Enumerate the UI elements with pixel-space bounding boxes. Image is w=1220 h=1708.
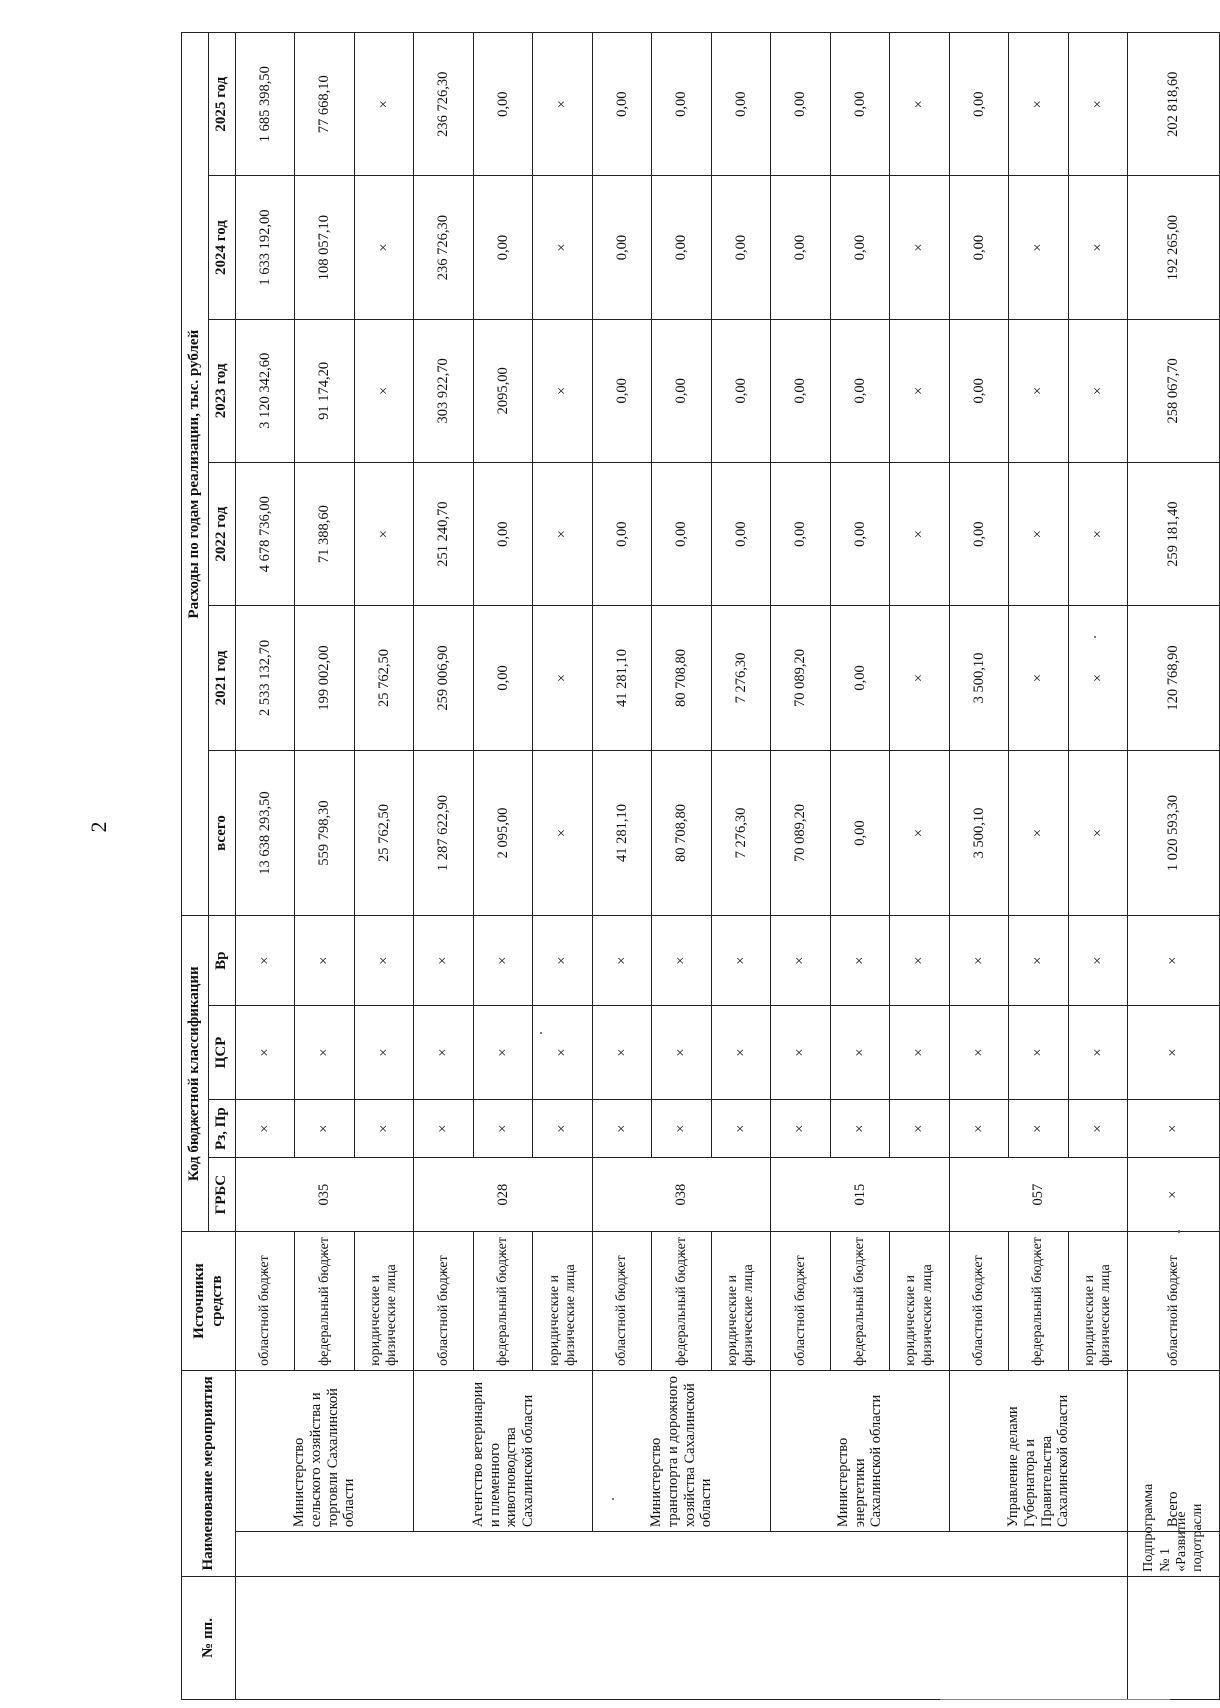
vr-cell: ×	[711, 916, 770, 1006]
value-total: 1 020 593,30	[1128, 750, 1220, 916]
vr-cell: ×	[949, 916, 1008, 1006]
csr-cell: ×	[473, 1005, 532, 1099]
value-y2023: 0,00	[652, 319, 711, 462]
header-2021: 2021 год	[209, 606, 236, 750]
value-y2021: 80 708,80	[652, 606, 711, 750]
value-total: ×	[1068, 750, 1127, 916]
source-cell: областной бюджет	[236, 1232, 295, 1371]
header-2022: 2022 год	[209, 463, 236, 606]
value-y2022: ×	[890, 463, 949, 606]
value-y2023: 258 067,70	[1128, 319, 1220, 462]
source-cell: юридические и физические лица	[1068, 1232, 1127, 1371]
csr-cell: ×	[890, 1005, 949, 1099]
source-cell: областной бюджет	[771, 1232, 830, 1371]
grbs-cell: ×	[1128, 1158, 1220, 1232]
value-y2024: 0,00	[711, 176, 770, 319]
value-y2023: 91 174,20	[295, 319, 354, 462]
csr-cell: ×	[711, 1005, 770, 1099]
scan-speck	[612, 1498, 614, 1500]
value-y2024: ×	[1009, 176, 1068, 319]
value-y2022: 4 678 736,00	[236, 463, 295, 606]
value-y2022: 0,00	[949, 463, 1008, 606]
value-y2025: 202 818,60	[1128, 33, 1220, 176]
subprogram-label: Всего	[1128, 1370, 1220, 1531]
value-y2025: ×	[1009, 33, 1068, 176]
table-row	[771, 33, 830, 1700]
row-num-cell	[236, 1576, 1128, 1699]
value-y2025: 0,00	[652, 33, 711, 176]
value-total: ×	[890, 750, 949, 916]
source-cell: областной бюджет	[592, 1232, 651, 1371]
value-y2022: ×	[354, 463, 413, 606]
header-total: всего	[209, 750, 236, 916]
row-num-cell	[1128, 1576, 1220, 1699]
value-total: 559 798,30	[295, 750, 354, 916]
csr-cell: ×	[1128, 1005, 1220, 1099]
value-y2023: 0,00	[592, 319, 651, 462]
value-y2024: 0,00	[592, 176, 651, 319]
value-y2025: ×	[890, 33, 949, 176]
value-y2025: 0,00	[830, 33, 889, 176]
csr-cell: ×	[236, 1005, 295, 1099]
rotated-table-wrapper	[181, 32, 1205, 1700]
value-y2024: ×	[533, 176, 592, 319]
value-y2025: ×	[354, 33, 413, 176]
source-cell: юридические и физические лица	[533, 1232, 592, 1371]
header-2024: 2024 год	[209, 176, 236, 319]
rzpr-cell: ×	[1009, 1100, 1068, 1158]
header-name: Наименование мероприятия	[182, 1370, 236, 1576]
value-y2023: 0,00	[711, 319, 770, 462]
value-y2023: 303 922,70	[414, 319, 473, 462]
vr-cell: ×	[295, 916, 354, 1006]
value-total: 3 500,10	[949, 750, 1008, 916]
agency-name: Министерство энергетики Сахалинской области	[771, 1370, 949, 1531]
budget-table	[181, 32, 1220, 1700]
rzpr-cell: ×	[1128, 1100, 1220, 1158]
value-y2021: ×	[890, 606, 949, 750]
vr-cell: ×	[771, 916, 830, 1006]
value-y2024: 0,00	[652, 176, 711, 319]
value-y2021: ×	[1068, 606, 1127, 750]
csr-cell: ×	[533, 1005, 592, 1099]
value-y2025: 0,00	[473, 33, 532, 176]
value-y2025: 0,00	[949, 33, 1008, 176]
value-y2023: ×	[1009, 319, 1068, 462]
table-row	[414, 33, 473, 1700]
vr-cell: ×	[354, 916, 413, 1006]
rzpr-cell: ×	[473, 1100, 532, 1158]
source-cell: федеральный бюджет	[830, 1232, 889, 1371]
csr-cell: ×	[949, 1005, 1008, 1099]
value-y2023: 0,00	[949, 319, 1008, 462]
value-y2022: 0,00	[592, 463, 651, 606]
indent-cell	[236, 1532, 1128, 1577]
vr-cell: ×	[414, 916, 473, 1006]
source-cell: федеральный бюджет	[1009, 1232, 1068, 1371]
value-y2022: ×	[533, 463, 592, 606]
value-y2024: 192 265,00	[1128, 176, 1220, 319]
csr-cell: ×	[830, 1005, 889, 1099]
csr-cell: ×	[414, 1005, 473, 1099]
source-cell: областной бюджет	[1128, 1232, 1220, 1371]
csr-cell: ×	[1009, 1005, 1068, 1099]
rzpr-cell: ×	[890, 1100, 949, 1158]
value-total: 25 762,50	[354, 750, 413, 916]
rzpr-cell: ×	[652, 1100, 711, 1158]
header-sources: Источники средств	[182, 1232, 236, 1371]
vr-cell: ×	[592, 916, 651, 1006]
vr-cell: ×	[890, 916, 949, 1006]
value-total: 13 638 293,50	[236, 750, 295, 916]
value-y2022: ×	[1009, 463, 1068, 606]
value-y2025: 77 668,10	[295, 33, 354, 176]
value-y2021: 25 762,50	[354, 606, 413, 750]
value-y2024: ×	[890, 176, 949, 319]
table-row	[592, 33, 651, 1700]
rzpr-cell: ×	[533, 1100, 592, 1158]
value-y2023: ×	[533, 319, 592, 462]
rzpr-cell: ×	[830, 1100, 889, 1158]
value-y2023: 0,00	[830, 319, 889, 462]
value-y2021: 2 533 132,70	[236, 606, 295, 750]
value-y2024: ×	[354, 176, 413, 319]
value-y2024: 0,00	[830, 176, 889, 319]
subprogram-name: Подпрограмма № 1 «Развитие подотрасли	[1128, 1532, 1220, 1577]
rzpr-cell: ×	[771, 1100, 830, 1158]
value-total: 7 276,30	[711, 750, 770, 916]
value-y2024: 0,00	[949, 176, 1008, 319]
grbs-cell: 015	[771, 1158, 949, 1232]
value-y2022: 71 388,60	[295, 463, 354, 606]
vr-cell: ×	[652, 916, 711, 1006]
value-y2024: 0,00	[473, 176, 532, 319]
value-y2023: 3 120 342,60	[236, 319, 295, 462]
source-cell: юридические и физические лица	[890, 1232, 949, 1371]
agency-name: Агентство ветеринарии и племенного животноводства Сахалинской области	[414, 1370, 592, 1531]
value-y2023: ×	[890, 319, 949, 462]
value-y2023: ×	[1068, 319, 1127, 462]
source-cell: областной бюджет	[414, 1232, 473, 1371]
header-2023: 2023 год	[209, 319, 236, 462]
table-body	[236, 33, 1220, 1700]
scan-speck	[1094, 636, 1096, 638]
value-total: 2 095,00	[473, 750, 532, 916]
value-y2023: 0,00	[771, 319, 830, 462]
value-y2024: ×	[1068, 176, 1127, 319]
rzpr-cell: ×	[949, 1100, 1008, 1158]
value-total: 0,00	[830, 750, 889, 916]
vr-cell: ×	[236, 916, 295, 1006]
csr-cell: ×	[1068, 1005, 1127, 1099]
value-y2024: 1 633 192,00	[236, 176, 295, 319]
value-total: 80 708,80	[652, 750, 711, 916]
agency-name: Управление делами Губернатора и Правительства Сахалинской области	[949, 1370, 1127, 1531]
grbs-cell: 028	[414, 1158, 592, 1232]
csr-cell: ×	[354, 1005, 413, 1099]
scan-edge-line	[940, 1699, 1170, 1700]
value-y2025: 236 726,30	[414, 33, 473, 176]
value-y2025: 0,00	[711, 33, 770, 176]
value-y2021: 0,00	[473, 606, 532, 750]
rzpr-cell: ×	[711, 1100, 770, 1158]
value-y2022: 259 181,40	[1128, 463, 1220, 606]
value-y2025: ×	[1068, 33, 1127, 176]
header-code-group: Код бюджетной классификации	[182, 916, 209, 1232]
source-cell: юридические и физические лица	[711, 1232, 770, 1371]
rzpr-cell: ×	[236, 1100, 295, 1158]
scan-speck	[540, 1032, 542, 1034]
value-y2022: 0,00	[771, 463, 830, 606]
source-cell: федеральный бюджет	[295, 1232, 354, 1371]
header-vr: Вр	[209, 916, 236, 1006]
source-cell: юридические и физические лица	[354, 1232, 413, 1371]
value-y2021: 41 281,10	[592, 606, 651, 750]
value-y2024: 0,00	[771, 176, 830, 319]
grbs-cell: 035	[236, 1158, 414, 1232]
header-csr: ЦСР	[209, 1005, 236, 1099]
rzpr-cell: ×	[592, 1100, 651, 1158]
csr-cell: ×	[295, 1005, 354, 1099]
rzpr-cell: ×	[414, 1100, 473, 1158]
value-y2025: 1 685 398,50	[236, 33, 295, 176]
table-row	[949, 33, 1008, 1700]
value-y2025: 0,00	[771, 33, 830, 176]
value-y2022: 0,00	[473, 463, 532, 606]
value-y2021: 70 089,20	[771, 606, 830, 750]
value-y2024: 108 057,10	[295, 176, 354, 319]
header-2025: 2025 год	[209, 33, 236, 176]
page-number: 2	[86, 821, 111, 833]
subprogram-row	[1128, 33, 1220, 1700]
value-y2022: 0,00	[830, 463, 889, 606]
csr-cell: ×	[652, 1005, 711, 1099]
value-y2023: ×	[354, 319, 413, 462]
value-total: ×	[533, 750, 592, 916]
agency-name: Министерство транспорта и дорожного хозяйства Сахалинской области	[592, 1370, 770, 1531]
source-cell: областной бюджет	[949, 1232, 1008, 1371]
value-y2021: 7 276,30	[711, 606, 770, 750]
header-spend-group: Расходы по годам реализации, тыс. рублей	[182, 33, 209, 916]
vr-cell: ×	[830, 916, 889, 1006]
value-y2021: 0,00	[830, 606, 889, 750]
value-y2022: ×	[1068, 463, 1127, 606]
grbs-cell: 057	[949, 1158, 1127, 1232]
header-grbs: ГРБС	[209, 1158, 236, 1232]
scan-speck	[1178, 1230, 1180, 1233]
value-total: 41 281,10	[592, 750, 651, 916]
csr-cell: ×	[771, 1005, 830, 1099]
vr-cell: ×	[533, 916, 592, 1006]
value-y2021: 259 006,90	[414, 606, 473, 750]
value-y2022: 251 240,70	[414, 463, 473, 606]
header-num: № пп.	[182, 1576, 236, 1699]
value-y2025: ×	[533, 33, 592, 176]
vr-cell: ×	[1009, 916, 1068, 1006]
table-header	[182, 33, 236, 1700]
rzpr-cell: ×	[1068, 1100, 1127, 1158]
rzpr-cell: ×	[295, 1100, 354, 1158]
value-y2022: 0,00	[652, 463, 711, 606]
value-y2021: ×	[533, 606, 592, 750]
value-y2021: 3 500,10	[949, 606, 1008, 750]
value-y2021: ×	[1009, 606, 1068, 750]
agency-name: Министерство сельского хозяйства и торговли Сахалинской области	[236, 1370, 414, 1531]
csr-cell: ×	[592, 1005, 651, 1099]
value-total: 70 089,20	[771, 750, 830, 916]
vr-cell: ×	[1068, 916, 1127, 1006]
value-y2023: 2095,00	[473, 319, 532, 462]
value-y2022: 0,00	[711, 463, 770, 606]
table-row	[236, 33, 295, 1700]
vr-cell: ×	[473, 916, 532, 1006]
grbs-cell: 038	[592, 1158, 770, 1232]
value-total: ×	[1009, 750, 1068, 916]
vr-cell: ×	[1128, 916, 1220, 1006]
source-cell: федеральный бюджет	[652, 1232, 711, 1371]
rzpr-cell: ×	[354, 1100, 413, 1158]
value-total: 1 287 622,90	[414, 750, 473, 916]
value-y2021: 120 768,90	[1128, 606, 1220, 750]
value-y2025: 0,00	[592, 33, 651, 176]
header-rzpr: Рз, Пр	[209, 1100, 236, 1158]
source-cell: федеральный бюджет	[473, 1232, 532, 1371]
value-y2021: 199 002,00	[295, 606, 354, 750]
value-y2024: 236 726,30	[414, 176, 473, 319]
